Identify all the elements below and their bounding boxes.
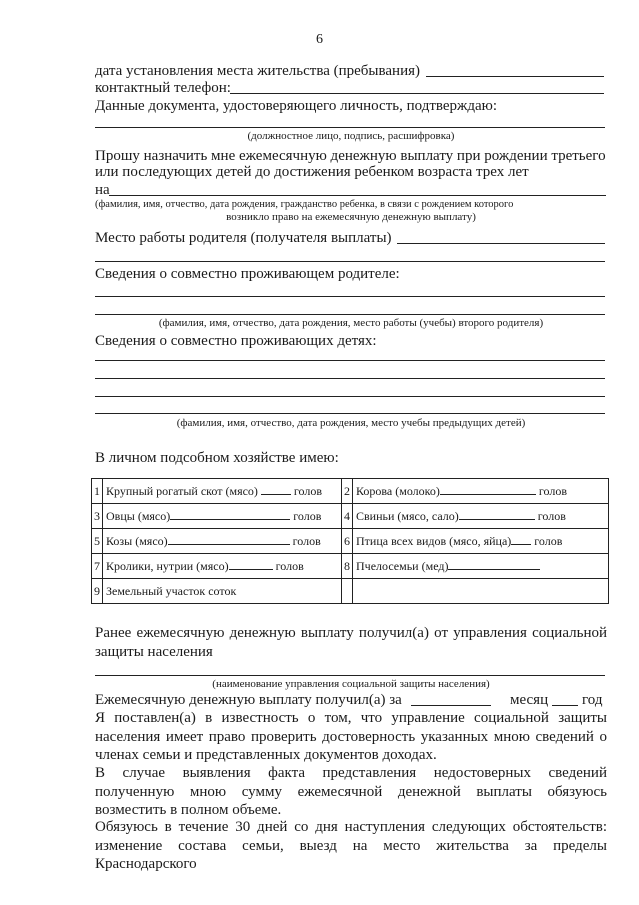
cell-label: Птица всех видов (мясо, яйца) <box>356 533 512 548</box>
workplace-label: Место работы родителя (получателя выплаты) <box>95 230 392 246</box>
cohabiting-children-label: Сведения о совместно проживающих детях: <box>95 333 377 349</box>
table-cell[interactable] <box>103 529 342 554</box>
phone-field[interactable] <box>230 93 604 94</box>
previous-payment-text: Ранее ежемесячную денежную выплату получил(а) от управления социальной защиты населения <box>95 625 607 660</box>
table-row <box>92 554 609 579</box>
row-number: 8 <box>342 554 353 579</box>
table-row <box>92 529 609 554</box>
table-cell[interactable] <box>103 479 342 504</box>
table-cell[interactable] <box>103 504 342 529</box>
false-info-paragraph: В случае выявления факта представления недостоверных сведений полученную мною сумму ежемесячной денежной выплаты обязуюсь возместить в полном объеме. <box>95 765 607 818</box>
table-cell[interactable] <box>103 579 342 604</box>
row-number: 9 <box>92 579 103 604</box>
unit-label: голов <box>293 508 322 523</box>
workplace-field[interactable] <box>397 243 605 244</box>
unit-label: голов <box>293 483 323 498</box>
row-number: 4 <box>342 504 353 529</box>
parent-info-field-1[interactable] <box>95 296 605 297</box>
previous-authority-field[interactable] <box>95 675 605 676</box>
cell-label: Корова (молоко) <box>356 483 440 498</box>
table-row <box>92 479 609 504</box>
children-caption: (фамилия, имя, отчество, дата рождения, место учебы предыдущих детей) <box>176 417 526 429</box>
child-caption-line-2: возникло право на ежемесячную денежную выплату) <box>226 211 476 223</box>
row-number: 6 <box>342 529 353 554</box>
table-cell[interactable] <box>353 504 609 529</box>
unit-label: голов <box>292 533 321 548</box>
row-number: 7 <box>92 554 103 579</box>
unit-label: голов <box>275 558 304 573</box>
received-month-field[interactable] <box>411 705 491 706</box>
unit-label: голов <box>538 483 568 498</box>
cell-label: Овцы (мясо) <box>106 508 171 523</box>
cell-label: Пчелосемьи (мед) <box>356 558 449 573</box>
row-number: 1 <box>92 479 103 504</box>
child-caption-line-1: (фамилия, имя, отчество, дата рождения, гражданство ребенка, в связи с рождением которого <box>95 199 514 210</box>
request-line-1: Прошу назначить мне ежемесячную денежную выплату при рождении третьего <box>95 148 606 164</box>
year-label: год <box>582 692 603 708</box>
table-cell[interactable] <box>103 554 342 579</box>
cell-label: Кролики, нутрии (мясо) <box>106 558 229 573</box>
previous-authority-caption: (наименование управления социальной защиты населения) <box>212 678 490 690</box>
received-year-field[interactable] <box>552 705 578 706</box>
official-signature-caption: (должностное лицо, подпись, расшифровка) <box>247 130 455 142</box>
row-number: 3 <box>92 504 103 529</box>
official-signature-field[interactable] <box>95 127 605 128</box>
household-label: В личном подсобном хозяйстве имею: <box>95 450 339 466</box>
cell-label: Крупный рогатый скот (мясо) <box>106 483 258 498</box>
residence-date-label: дата установления места жительства (пребывания) <box>95 63 421 79</box>
row-number: 2 <box>342 479 353 504</box>
table-row <box>92 579 609 604</box>
children-info-field-2[interactable] <box>95 378 605 379</box>
unit-label: голов <box>534 533 563 548</box>
phone-label: контактный телефон: <box>95 80 231 96</box>
month-label: месяц <box>510 692 549 708</box>
table-cell[interactable] <box>353 529 609 554</box>
table-row <box>92 504 609 529</box>
request-line-2: или последующих детей до достижения ребенком возраста трех лет <box>95 164 529 180</box>
unit-label: голов <box>537 508 566 523</box>
parent-info-field-2[interactable] <box>95 314 605 315</box>
cell-label: Свиньи (мясо, сало) <box>356 508 459 523</box>
table-cell[interactable] <box>353 479 609 504</box>
table-cell[interactable] <box>353 579 609 604</box>
cohabiting-parent-label: Сведения о совместно проживающем родителе: <box>95 266 400 282</box>
obligation-paragraph: Обязуюсь в течение 30 дней со дня наступления следующих обстоятельств: изменение состава семьи, выезд на место жительства за пределы Краснодарского <box>95 819 607 872</box>
cell-label: Земельный участок соток <box>106 583 237 598</box>
household-table <box>91 478 609 604</box>
children-info-field-3[interactable] <box>95 396 605 397</box>
table-cell[interactable] <box>353 554 609 579</box>
request-na: на <box>95 182 110 198</box>
residence-date-field[interactable] <box>426 76 604 77</box>
parent-caption: (фамилия, имя, отчество, дата рождения, место работы (учебы) второго родителя) <box>158 317 544 329</box>
page-number: 6 <box>316 32 323 47</box>
informed-paragraph: Я поставлен(а) в известность о том, что управление социальной защиты населения имеет право проверить достоверность указанных мною сведений о членах семьи и представленных документов доходах. <box>95 710 607 763</box>
children-info-field-1[interactable] <box>95 360 605 361</box>
id-document-label: Данные документа, удостоверяющего личность, подтверждаю: <box>95 98 498 114</box>
row-number <box>342 579 353 604</box>
child-info-field[interactable] <box>109 195 606 196</box>
workplace-field-extra[interactable] <box>95 261 605 262</box>
received-label: Ежемесячную денежную выплату получил(а) за <box>95 692 402 708</box>
row-number: 5 <box>92 529 103 554</box>
children-info-field-4[interactable] <box>95 413 605 414</box>
cell-label: Козы (мясо) <box>106 533 168 548</box>
